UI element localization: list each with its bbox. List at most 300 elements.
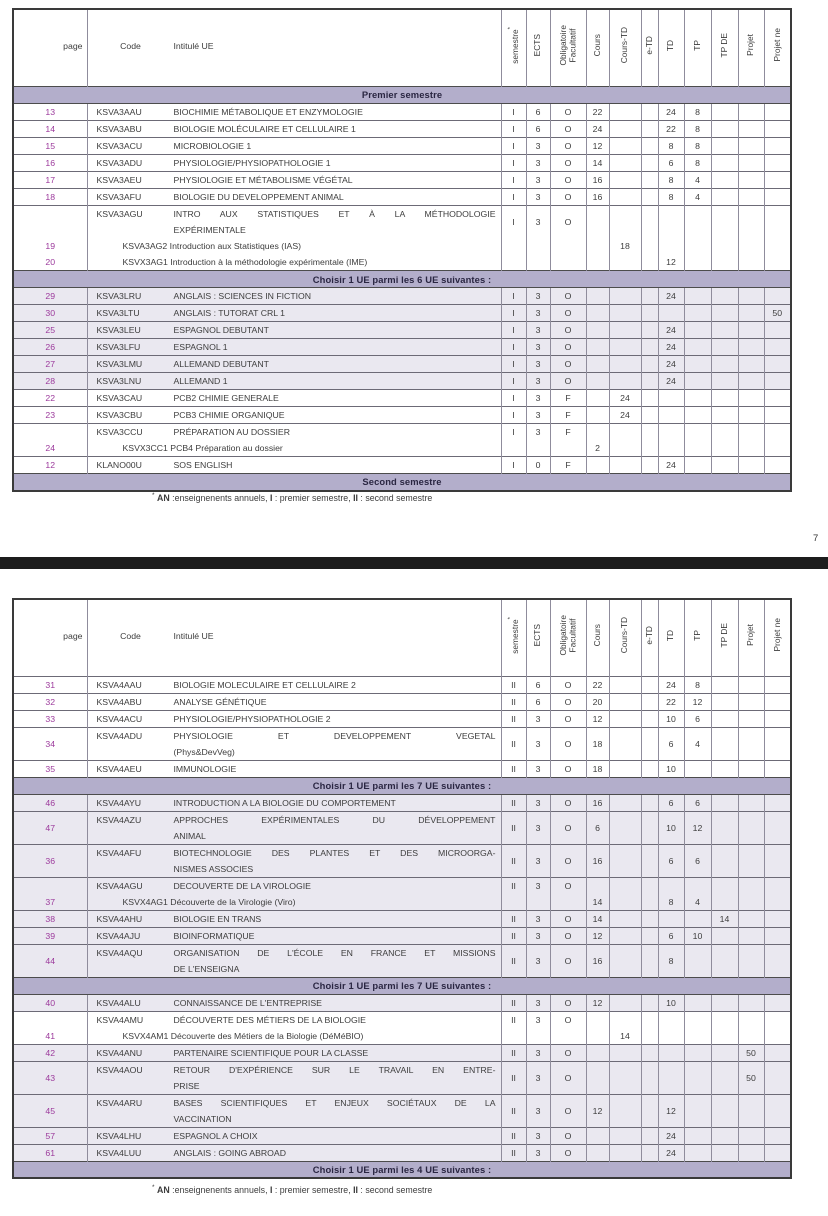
ue-row	[13, 322, 791, 339]
ue-row	[13, 373, 791, 390]
cell-tp	[684, 1028, 711, 1045]
cell-cours_td	[609, 440, 641, 457]
cell-projet	[738, 440, 764, 457]
cell-projet_ne	[764, 1127, 791, 1144]
col-header-projet_ne: Projet ne	[764, 599, 791, 676]
cell-cours_td	[609, 1061, 641, 1094]
cell-of: O	[550, 288, 586, 305]
ue-code: KSVA3LTU	[96, 308, 140, 318]
page-number-cell[interactable]: 28	[13, 373, 87, 390]
cell-sem: I	[501, 103, 526, 120]
page-number-cell[interactable]: 26	[13, 339, 87, 356]
cell-cours_td	[609, 373, 641, 390]
ue-code: KSVA4ABU	[96, 696, 142, 707]
cell-tpde	[711, 137, 738, 154]
cell-projet	[738, 944, 764, 977]
cell-td: 8	[658, 171, 684, 188]
cell-projet_ne	[764, 1061, 791, 1094]
cell-tpde	[711, 811, 738, 844]
cell-tp	[684, 760, 711, 777]
col-header-code: Code	[120, 41, 141, 52]
cell-projet_ne	[764, 1011, 791, 1028]
cell-of: O	[550, 137, 586, 154]
cell-ects	[526, 440, 550, 457]
cell-sem: II	[501, 927, 526, 944]
section-banner-label: Choisir 1 UE parmi les 7 UE suivantes :	[13, 977, 791, 994]
cell-ects	[526, 254, 550, 271]
col-header-tpde: TP DE	[711, 599, 738, 676]
cell-of: O	[550, 794, 586, 811]
cell-of: O	[550, 844, 586, 877]
cell-cours_td	[609, 710, 641, 727]
cell-tpde	[711, 238, 738, 255]
cell-etd	[641, 305, 658, 322]
cell-tp: 10	[684, 927, 711, 944]
cell-sem: I	[501, 137, 526, 154]
cell-etd	[641, 1127, 658, 1144]
cell-projet	[738, 811, 764, 844]
cell-sem: I	[501, 390, 526, 407]
page-number-cell[interactable]: 40	[13, 994, 87, 1011]
cell-projet	[738, 305, 764, 322]
cell-sem: II	[501, 1011, 526, 1028]
page-number-cell[interactable]: 37	[13, 894, 87, 911]
cell-tpde	[711, 254, 738, 271]
page-number-cell[interactable]: 44	[13, 944, 87, 977]
cell-sem: I	[501, 356, 526, 373]
cell-etd	[641, 811, 658, 844]
ue-row	[13, 693, 791, 710]
cell-etd	[641, 927, 658, 944]
col-header-page: page	[13, 9, 87, 86]
cell-projet	[738, 794, 764, 811]
cell-ects: 3	[526, 322, 550, 339]
cell-cours_td	[609, 894, 641, 911]
cell-tp	[684, 457, 711, 474]
cell-sem: II	[501, 794, 526, 811]
cell-tpde	[711, 760, 738, 777]
cell-of: O	[550, 322, 586, 339]
page-number-cell[interactable]: 30	[13, 305, 87, 322]
cell-td: 24	[658, 322, 684, 339]
cell-projet_ne	[764, 373, 791, 390]
semester-2-table-container	[12, 598, 792, 1179]
cell-projet_ne	[764, 457, 791, 474]
cell-td: 6	[658, 844, 684, 877]
cell-projet_ne	[764, 171, 791, 188]
cell-tpde	[711, 424, 738, 441]
cell-cours: 14	[586, 894, 609, 911]
cell-etd	[641, 103, 658, 120]
cell-projet_ne	[764, 894, 791, 911]
ue-row	[13, 910, 791, 927]
ue-title: IMMUNOLOGIE	[173, 763, 237, 774]
cell-ects: 3	[526, 407, 550, 424]
cell-of: O	[550, 1144, 586, 1161]
ue-title: PCB3 CHIMIE ORGANIQUE	[173, 410, 285, 420]
ue-code: KSVA4AJU	[96, 930, 141, 941]
cell-of: O	[550, 927, 586, 944]
cell-tp	[684, 1127, 711, 1144]
cell-projet	[738, 927, 764, 944]
cell-tp: 6	[684, 710, 711, 727]
cell-td: 12	[658, 254, 684, 271]
cell-cours_td	[609, 288, 641, 305]
semester-1-table-container	[12, 8, 792, 492]
ue-code: KSVA4ALU	[96, 997, 141, 1008]
cell-ects: 3	[526, 760, 550, 777]
cell-td	[658, 1011, 684, 1028]
ue-title: PHYSIOLOGIE/PHYSIOPATHOLOGIE 2	[173, 713, 331, 724]
cell-sem: I	[501, 457, 526, 474]
cell-cours	[586, 1044, 609, 1061]
cell-cours_td	[609, 1011, 641, 1028]
page-number-cell[interactable]: 16	[13, 154, 87, 171]
cell-sem: II	[501, 994, 526, 1011]
cell-sem	[501, 254, 526, 271]
page-number-cell[interactable]: 34	[13, 727, 87, 760]
cell-cours_td	[609, 171, 641, 188]
col-header-etd: e-TD	[641, 9, 658, 86]
cell-tpde	[711, 407, 738, 424]
cell-td: 8	[658, 137, 684, 154]
ue-title: ALLEMAND DEBUTANT	[173, 359, 269, 369]
page-number-cell[interactable]: 31	[13, 676, 87, 693]
header-row	[13, 599, 791, 676]
cell-tpde	[711, 894, 738, 911]
ue-code: KSVA4ANU	[96, 1047, 143, 1058]
cell-etd	[641, 727, 658, 760]
cell-projet	[738, 676, 764, 693]
cell-td: 10	[658, 994, 684, 1011]
cell-tp	[684, 390, 711, 407]
page-number-cell[interactable]: 23	[13, 407, 87, 424]
page-number-cell[interactable]: 25	[13, 322, 87, 339]
cell-ects	[526, 894, 550, 911]
cell-cours_td: 24	[609, 390, 641, 407]
cell-sem: II	[501, 727, 526, 760]
page-number-cell[interactable]: 42	[13, 1044, 87, 1061]
cell-sem: II	[501, 1144, 526, 1161]
cell-sem	[501, 1028, 526, 1045]
page-number-cell[interactable]: 38	[13, 910, 87, 927]
cell-sem: I	[501, 407, 526, 424]
ue-code: KSVA3AEU	[96, 174, 142, 185]
cell-tp	[684, 373, 711, 390]
cell-cours	[586, 205, 609, 238]
section-banner-label: Choisir 1 UE parmi les 6 UE suivantes :	[13, 271, 791, 288]
cell-tpde	[711, 188, 738, 205]
ue-code: KSVA4AZU	[96, 814, 142, 825]
cell-cours_td	[609, 137, 641, 154]
cell-sem: II	[501, 710, 526, 727]
cell-projet	[738, 356, 764, 373]
cell-projet_ne	[764, 1094, 791, 1127]
page-number-cell[interactable]: 35	[13, 760, 87, 777]
cell-tpde	[711, 205, 738, 238]
cell-projet	[738, 1094, 764, 1127]
section-banner-label: Choisir 1 UE parmi les 7 UE suivantes :	[13, 777, 791, 794]
cell-of: O	[550, 171, 586, 188]
cell-ects: 6	[526, 120, 550, 137]
cell-tp	[684, 254, 711, 271]
cell-tpde	[711, 305, 738, 322]
cell-of: O	[550, 910, 586, 927]
cell-cours: 6	[586, 811, 609, 844]
cell-sem	[501, 440, 526, 457]
cell-ects	[526, 1028, 550, 1045]
ue-code: KSVA3LMU	[96, 359, 143, 369]
cell-cours_td	[609, 1094, 641, 1127]
ue-title: MICROBIOLOGIE 1	[173, 140, 252, 151]
cell-projet_ne	[764, 927, 791, 944]
cell-of: O	[550, 1011, 586, 1028]
cell-projet	[738, 894, 764, 911]
page-number-cell[interactable]: 36	[13, 844, 87, 877]
cell-projet_ne	[764, 877, 791, 894]
cell-of: O	[550, 120, 586, 137]
cell-of: O	[550, 1044, 586, 1061]
cell-projet_ne	[764, 120, 791, 137]
cell-td: 6	[658, 794, 684, 811]
ue-row	[13, 390, 791, 407]
cell-projet	[738, 760, 764, 777]
col-header-td: TD	[658, 599, 684, 676]
cell-ects: 3	[526, 205, 550, 238]
cell-td: 6	[658, 927, 684, 944]
cell-td	[658, 1061, 684, 1094]
cell-projet	[738, 339, 764, 356]
cell-of: O	[550, 877, 586, 894]
page-number-cell[interactable]: 33	[13, 710, 87, 727]
cell-ects: 3	[526, 154, 550, 171]
sub-ue-label: KSVA3AG2 Introduction aux Statistiques (IAS)	[122, 240, 302, 251]
cell-etd	[641, 322, 658, 339]
ue-code: KSVA4LHU	[96, 1130, 142, 1141]
cell-tp	[684, 994, 711, 1011]
page-number-cell[interactable]: 46	[13, 794, 87, 811]
page-number-cell[interactable]: 41	[45, 1030, 56, 1041]
cell-sem: I	[501, 120, 526, 137]
cell-projet_ne	[764, 238, 791, 255]
cell-ects: 3	[526, 794, 550, 811]
page-number-cell[interactable]: 45	[13, 1094, 87, 1127]
page-number-cell[interactable]: 39	[13, 927, 87, 944]
cell-tp: 8	[684, 676, 711, 693]
ue-row	[13, 844, 791, 877]
section-banner-row	[13, 777, 791, 794]
ue-row	[13, 188, 791, 205]
cell-cours_td	[609, 103, 641, 120]
page-number-cell[interactable]: 61	[13, 1144, 87, 1161]
cell-ects: 3	[526, 1044, 550, 1061]
cell-tpde	[711, 1127, 738, 1144]
ue-title: BIOLOGIE DU DEVELOPPEMENT ANIMAL	[173, 191, 344, 202]
ue-code: KSVA4AOU	[96, 1064, 143, 1075]
cell-sem	[501, 238, 526, 255]
cell-tp: 4	[684, 894, 711, 911]
cell-projet	[738, 1028, 764, 1045]
cell-td	[658, 877, 684, 894]
cell-projet_ne	[764, 794, 791, 811]
cell-etd	[641, 676, 658, 693]
cell-projet_ne	[764, 1044, 791, 1061]
sub-ue-label: KSVX3AG1 Introduction à la méthodologie expérimentale (IME)	[122, 257, 368, 267]
cell-etd	[641, 238, 658, 255]
cell-tp: 6	[684, 794, 711, 811]
cell-etd	[641, 794, 658, 811]
page-number-cell[interactable]: 20	[45, 257, 56, 267]
cell-tp	[684, 205, 711, 238]
cell-etd	[641, 1028, 658, 1045]
cell-tp	[684, 1044, 711, 1061]
cell-projet	[738, 1011, 764, 1028]
cell-tpde	[711, 103, 738, 120]
cell-ects: 3	[526, 710, 550, 727]
cell-ects: 3	[526, 811, 550, 844]
ue-title: BIOINFORMATIQUE	[173, 930, 255, 941]
cell-td	[658, 238, 684, 255]
cell-of: O	[550, 1061, 586, 1094]
page-number-cell[interactable]: 13	[13, 103, 87, 120]
cell-ects: 0	[526, 457, 550, 474]
cell-ects: 6	[526, 693, 550, 710]
page-number-cell[interactable]: 57	[13, 1127, 87, 1144]
cell-tp	[684, 910, 711, 927]
cell-td	[658, 390, 684, 407]
cell-of: O	[550, 760, 586, 777]
cell-projet	[738, 254, 764, 271]
sub-ue-row	[13, 894, 791, 911]
cell-of: F	[550, 424, 586, 441]
page-number-cell[interactable]: 14	[13, 120, 87, 137]
ue-title: PARTENAIRE SCIENTIFIQUE POUR LA CLASSE	[173, 1047, 369, 1058]
cell-tp	[684, 424, 711, 441]
cell-of: F	[550, 457, 586, 474]
cell-etd	[641, 154, 658, 171]
page-number-cell[interactable]: 24	[45, 443, 56, 453]
page-number-cell[interactable]: 47	[13, 811, 87, 844]
cell-tpde	[711, 1061, 738, 1094]
cell-etd	[641, 424, 658, 441]
cell-td: 10	[658, 811, 684, 844]
cell-tpde	[711, 727, 738, 760]
cell-of: O	[550, 710, 586, 727]
cell-tp: 12	[684, 811, 711, 844]
cell-sem: I	[501, 205, 526, 238]
page-number-cell[interactable]: 12	[13, 457, 87, 474]
ue-row	[13, 305, 791, 322]
cell-ects: 3	[526, 390, 550, 407]
page-number-cell[interactable]: 22	[13, 390, 87, 407]
ue-title: DECOUVERTE DE LA VIROLOGIE	[173, 880, 311, 891]
cell-projet	[738, 710, 764, 727]
page-number-cell[interactable]: 27	[13, 356, 87, 373]
ue-title: PRÉPARATION AU DOSSIER	[173, 427, 290, 437]
cell-projet_ne	[764, 288, 791, 305]
cell-cours: 12	[586, 710, 609, 727]
cell-tpde	[711, 120, 738, 137]
cell-projet	[738, 288, 764, 305]
page-number-cell[interactable]: 43	[13, 1061, 87, 1094]
cell-tpde	[711, 1044, 738, 1061]
cell-cours: 24	[586, 120, 609, 137]
cell-projet_ne	[764, 710, 791, 727]
cell-etd	[641, 188, 658, 205]
ue-code: KSVA3CAU	[96, 393, 143, 403]
page-number-cell[interactable]: 17	[13, 171, 87, 188]
page-number-cell[interactable]: 18	[13, 188, 87, 205]
ue-title: APPROCHES EXPÉRIMENTALES DU DÉVELOPPEMENT ANIMAL	[173, 814, 496, 841]
cell-td	[658, 305, 684, 322]
cell-etd	[641, 760, 658, 777]
cell-etd	[641, 254, 658, 271]
page-number-cell[interactable]: 32	[13, 693, 87, 710]
cell-cours_td: 24	[609, 407, 641, 424]
col-header-cours_td: Cours-TD	[609, 599, 641, 676]
cell-cours	[586, 356, 609, 373]
cell-cours_td	[609, 927, 641, 944]
page-number-cell[interactable]: 19	[45, 240, 56, 251]
ue-code: KLANO00U	[96, 460, 142, 470]
cell-sem: II	[501, 877, 526, 894]
cell-td	[658, 424, 684, 441]
ue-code: KSVA4AEU	[96, 763, 142, 774]
cell-etd	[641, 457, 658, 474]
cell-tp	[684, 339, 711, 356]
cell-tpde	[711, 154, 738, 171]
cell-sem: II	[501, 676, 526, 693]
ue-row	[13, 927, 791, 944]
cell-cours: 22	[586, 103, 609, 120]
section-banner-row	[13, 474, 791, 491]
cell-of: O	[550, 727, 586, 760]
cell-projet	[738, 844, 764, 877]
cell-of: O	[550, 205, 586, 238]
cell-cours_td	[609, 1127, 641, 1144]
cell-etd	[641, 120, 658, 137]
cell-cours_td	[609, 794, 641, 811]
cell-etd	[641, 171, 658, 188]
page-number-cell[interactable]: 15	[13, 137, 87, 154]
footnote-legend: * AN :enseignenents annuels, I : premier semestre, II : second semestre	[152, 1184, 433, 1195]
ue-code: KSVA3AGU	[96, 208, 143, 219]
cell-cours	[586, 1028, 609, 1045]
cell-projet	[738, 120, 764, 137]
cell-tpde	[711, 927, 738, 944]
cell-etd	[641, 944, 658, 977]
ue-title: ESPAGNOL 1	[173, 342, 228, 352]
cell-etd	[641, 137, 658, 154]
cell-projet	[738, 322, 764, 339]
cell-ects: 3	[526, 844, 550, 877]
cell-td: 6	[658, 154, 684, 171]
ue-title: ALLEMAND 1	[173, 376, 228, 386]
ue-title: DÉCOUVERTE DES MÉTIERS DE LA BIOLOGIE	[173, 1014, 366, 1025]
cell-projet_ne	[764, 205, 791, 238]
cell-cours_td	[609, 254, 641, 271]
cell-cours: 12	[586, 137, 609, 154]
page-number-cell[interactable]: 29	[13, 288, 87, 305]
cell-etd	[641, 910, 658, 927]
cell-cours: 16	[586, 944, 609, 977]
cell-tp	[684, 356, 711, 373]
ue-row	[13, 1094, 791, 1127]
cell-tpde	[711, 288, 738, 305]
cell-projet	[738, 1127, 764, 1144]
ue-title: PHYSIOLOGIE ET DEVELOPPEMENT VEGETAL (Phys&DevVeg)	[173, 730, 496, 757]
cell-ects: 3	[526, 727, 550, 760]
